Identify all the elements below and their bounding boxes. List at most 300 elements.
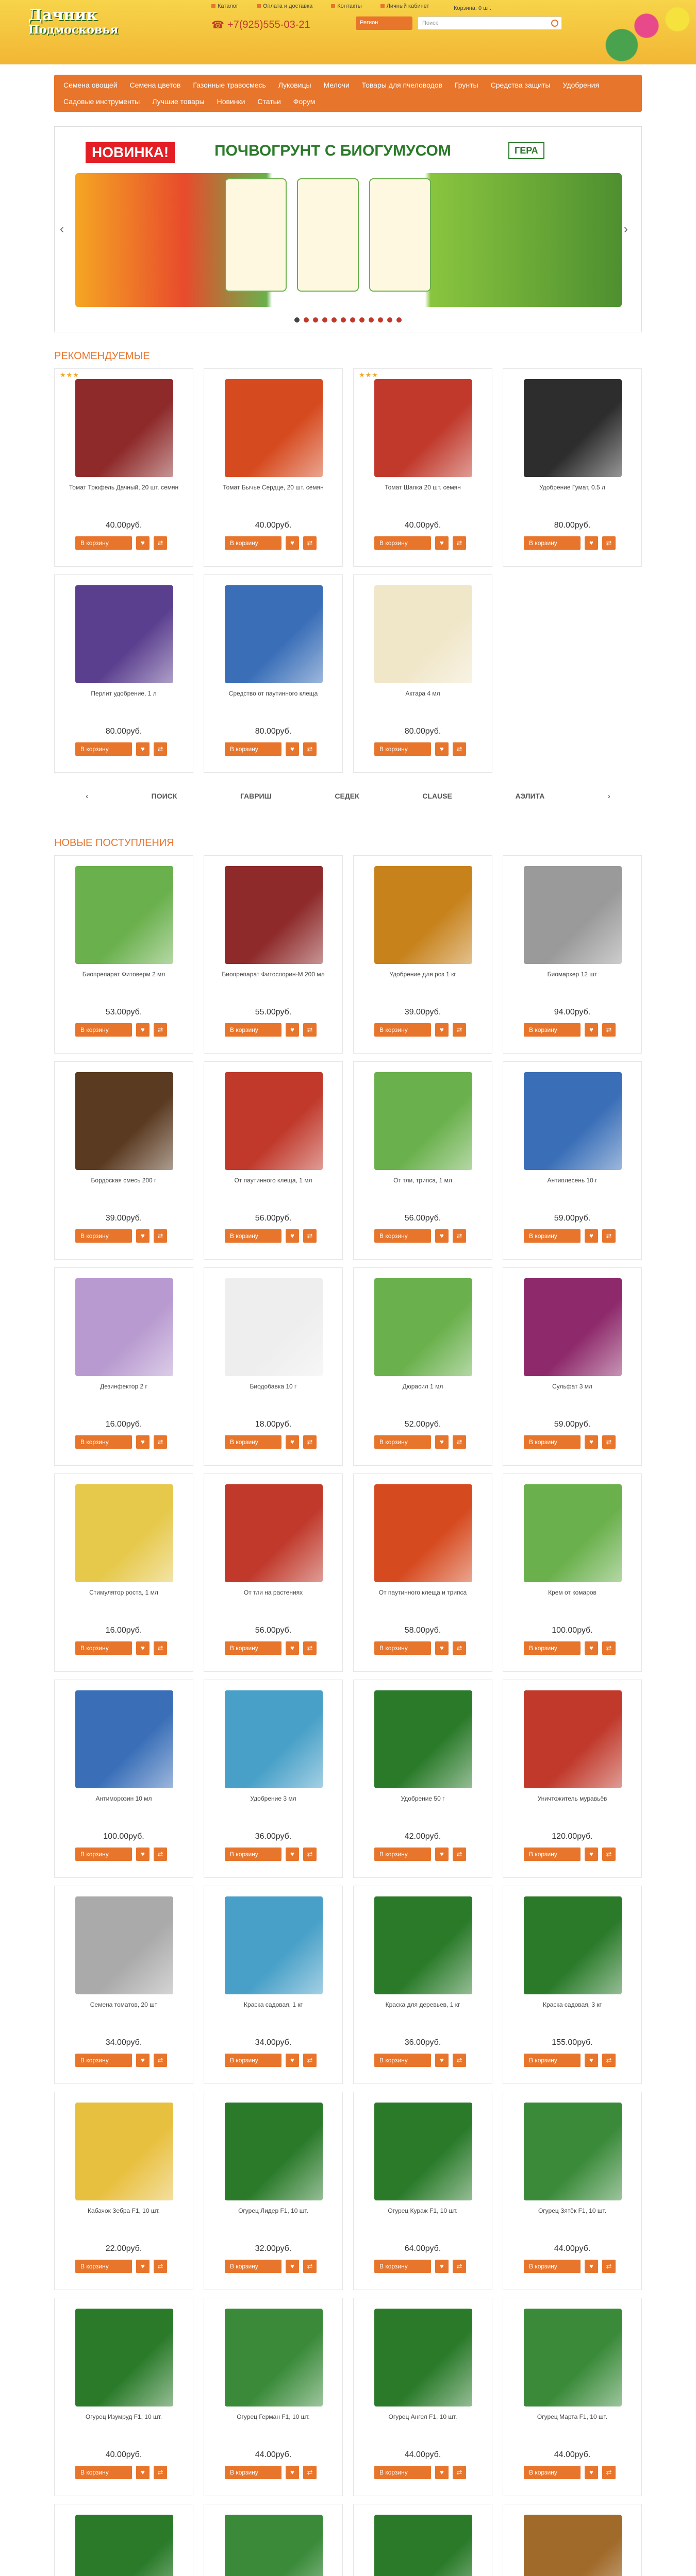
nav-item[interactable]: Новинки: [217, 97, 245, 106]
product-image[interactable]: [524, 2103, 622, 2200]
product-card[interactable]: [204, 2504, 343, 2576]
product-image[interactable]: [225, 2515, 323, 2576]
banner-dot[interactable]: [322, 317, 327, 323]
nav-item[interactable]: Семена цветов: [129, 81, 181, 89]
product-name[interactable]: Уничтожитель муравьёв: [537, 1795, 607, 1802]
compare-icon[interactable]: ⇄: [453, 1229, 466, 1243]
banner-dot[interactable]: [387, 317, 392, 323]
banner-dot[interactable]: [359, 317, 364, 323]
add-to-cart-button[interactable]: В корзину: [524, 1641, 581, 1655]
product-image[interactable]: [374, 1690, 472, 1788]
add-to-cart-button[interactable]: В корзину: [75, 1848, 132, 1861]
phone-icon: ☎: [211, 20, 224, 31]
product-card[interactable]: [503, 2504, 642, 2576]
region-select[interactable]: Регион: [356, 16, 412, 30]
product-image[interactable]: [524, 1072, 622, 1170]
compare-icon[interactable]: ⇄: [602, 1229, 616, 1243]
product-name[interactable]: Сульфат 3 мл: [552, 1383, 593, 1390]
product-image[interactable]: [374, 2309, 472, 2406]
add-to-cart-button[interactable]: В корзину: [524, 1435, 581, 1449]
heart-icon[interactable]: ♥: [585, 1435, 598, 1449]
add-to-cart-button[interactable]: В корзину: [225, 1435, 281, 1449]
add-to-cart-button[interactable]: В корзину: [225, 2466, 281, 2479]
product-image[interactable]: [524, 1278, 622, 1376]
product-name[interactable]: Средство от паутинного клеща: [228, 690, 318, 697]
product-image[interactable]: [225, 1690, 323, 1788]
add-to-cart-button[interactable]: В корзину: [524, 2260, 581, 2273]
brand-logo[interactable]: АЭЛИТА: [515, 792, 545, 800]
nav-item[interactable]: Мелочи: [323, 81, 350, 89]
compare-icon[interactable]: ⇄: [602, 1023, 616, 1037]
banner-brand: ГЕРА: [508, 142, 544, 159]
product-image[interactable]: [225, 2309, 323, 2406]
product-card[interactable]: [353, 574, 492, 773]
product-name[interactable]: Кабачок Зебра F1, 10 шт.: [87, 2207, 160, 2214]
product-card[interactable]: [503, 1061, 642, 1260]
product-image[interactable]: [225, 2103, 323, 2200]
compare-icon[interactable]: ⇄: [154, 1435, 167, 1449]
top-link-delivery[interactable]: Оплата и доставка: [257, 3, 312, 9]
product-image[interactable]: [225, 1896, 323, 1994]
compare-icon[interactable]: ⇄: [154, 1848, 167, 1861]
compare-icon[interactable]: ⇄: [602, 2466, 616, 2479]
product-card[interactable]: [353, 2298, 492, 2496]
product-card[interactable]: [353, 1886, 492, 2084]
product-name[interactable]: Краска садовая, 3 кг: [543, 2001, 602, 2008]
product-card[interactable]: [503, 1886, 642, 2084]
compare-icon[interactable]: ⇄: [154, 2466, 167, 2479]
nav-item[interactable]: Лучшие товары: [152, 97, 205, 106]
product-image[interactable]: [75, 585, 173, 683]
product-name[interactable]: Перлит удобрение, 1 л: [91, 690, 157, 697]
nav-item[interactable]: Средства защиты: [490, 81, 551, 89]
product-card[interactable]: [204, 1886, 343, 2084]
product-card[interactable]: [204, 2092, 343, 2290]
heart-icon[interactable]: ♥: [286, 742, 299, 756]
heart-icon[interactable]: ♥: [286, 1435, 299, 1449]
nav-item[interactable]: Луковицы: [278, 81, 311, 89]
add-to-cart-button[interactable]: В корзину: [225, 2260, 281, 2273]
product-image[interactable]: [374, 1896, 472, 1994]
product-card[interactable]: [54, 855, 193, 1054]
product-name[interactable]: Огурец Лидер F1, 10 шт.: [238, 2207, 308, 2214]
heart-icon[interactable]: ♥: [286, 536, 299, 550]
compare-icon[interactable]: ⇄: [303, 536, 317, 550]
heart-icon[interactable]: ♥: [585, 1229, 598, 1243]
nav-item[interactable]: Грунты: [454, 81, 478, 89]
heart-icon[interactable]: ♥: [136, 2466, 150, 2479]
heart-icon[interactable]: ♥: [286, 2054, 299, 2067]
top-link-contacts[interactable]: Контакты: [331, 3, 362, 9]
product-image[interactable]: [374, 379, 472, 477]
compare-icon[interactable]: ⇄: [303, 1229, 317, 1243]
heart-icon[interactable]: ♥: [585, 2054, 598, 2067]
compare-icon[interactable]: ⇄: [602, 2054, 616, 2067]
add-to-cart-button[interactable]: В корзину: [225, 2054, 281, 2067]
product-image[interactable]: [524, 379, 622, 477]
compare-icon[interactable]: ⇄: [303, 1641, 317, 1655]
product-image[interactable]: [524, 1896, 622, 1994]
product-card[interactable]: [503, 855, 642, 1054]
heart-icon[interactable]: ♥: [136, 536, 150, 550]
top-link-catalog[interactable]: Каталог: [211, 3, 238, 9]
banner-dot[interactable]: [396, 317, 402, 323]
section-title-new: НОВЫЕ ПОСТУПЛЕНИЯ: [54, 837, 174, 849]
cart-link[interactable]: Корзина: 0 шт.: [454, 5, 491, 11]
compare-icon[interactable]: ⇄: [154, 742, 167, 756]
nav-item[interactable]: Форум: [293, 97, 316, 106]
product-name[interactable]: Огурец Герман F1, 10 шт.: [237, 2413, 310, 2420]
product-card[interactable]: [204, 1061, 343, 1260]
product-name[interactable]: Краска садовая, 1 кг: [244, 2001, 303, 2008]
compare-icon[interactable]: ⇄: [602, 2260, 616, 2273]
product-image[interactable]: [75, 1484, 173, 1582]
add-to-cart-button[interactable]: В корзину: [225, 1229, 281, 1243]
product-name[interactable]: Актара 4 мл: [405, 690, 440, 697]
product-card[interactable]: [54, 1061, 193, 1260]
add-to-cart-button[interactable]: В корзину: [225, 536, 281, 550]
product-image[interactable]: [374, 1484, 472, 1582]
banner-dot[interactable]: [369, 317, 374, 323]
heart-icon[interactable]: ♥: [435, 742, 449, 756]
product-card[interactable]: [54, 574, 193, 773]
product-card[interactable]: [503, 1680, 642, 1878]
recommended-grid: [54, 368, 642, 781]
add-to-cart-button[interactable]: В корзину: [374, 2466, 431, 2479]
product-name[interactable]: Биомаркер 12 шт: [547, 971, 598, 978]
heart-icon[interactable]: ♥: [435, 1229, 449, 1243]
header-flowers-image: [572, 0, 696, 64]
product-name[interactable]: Огурец Кураж F1, 10 шт.: [388, 2207, 458, 2214]
compare-icon[interactable]: ⇄: [154, 2260, 167, 2273]
product-name[interactable]: Биопрепарат Фитоверм 2 мл: [82, 971, 165, 978]
add-to-cart-button[interactable]: В корзину: [225, 1023, 281, 1037]
add-to-cart-button[interactable]: В корзину: [374, 2054, 431, 2067]
compare-icon[interactable]: ⇄: [303, 1848, 317, 1861]
product-card[interactable]: [503, 1473, 642, 1672]
product-image[interactable]: [524, 1690, 622, 1788]
product-name[interactable]: Биопрепарат Фитоспорин-М 200 мл: [222, 971, 325, 978]
heart-icon[interactable]: ♥: [136, 2260, 150, 2273]
product-card[interactable]: [54, 2092, 193, 2290]
product-image[interactable]: [524, 2515, 622, 2576]
product-name[interactable]: Краска для деревьев, 1 кг: [385, 2001, 460, 2008]
product-name[interactable]: Удобрение 3 мл: [250, 1795, 296, 1802]
product-image[interactable]: [75, 1896, 173, 1994]
product-price: 52.00руб.: [404, 1420, 441, 1429]
brand-logo[interactable]: СЕДЕК: [335, 792, 359, 800]
heart-icon[interactable]: ♥: [136, 2054, 150, 2067]
product-image[interactable]: [225, 1278, 323, 1376]
product-name[interactable]: Антиморозин 10 мл: [95, 1795, 152, 1802]
product-card[interactable]: [204, 1473, 343, 1672]
heart-icon[interactable]: ♥: [286, 1848, 299, 1861]
product-name[interactable]: От паутинного клеща, 1 мл: [234, 1177, 312, 1184]
product-image[interactable]: [75, 379, 173, 477]
heart-icon[interactable]: ♥: [435, 2466, 449, 2479]
banner-dot[interactable]: [304, 317, 309, 323]
add-to-cart-button[interactable]: В корзину: [524, 2466, 581, 2479]
nav-item[interactable]: Удобрения: [562, 81, 600, 89]
product-card[interactable]: [353, 1267, 492, 1466]
product-name[interactable]: Дезинфектор 2 г: [100, 1383, 147, 1390]
compare-icon[interactable]: ⇄: [602, 1641, 616, 1655]
product-name[interactable]: Томат Трюфель Дачный, 20 шт. семян: [69, 484, 179, 491]
brands-prev-icon[interactable]: ‹: [86, 792, 88, 800]
heart-icon[interactable]: ♥: [585, 1641, 598, 1655]
compare-icon[interactable]: ⇄: [602, 536, 616, 550]
compare-icon[interactable]: ⇄: [154, 1641, 167, 1655]
product-card[interactable]: [204, 1267, 343, 1466]
product-name[interactable]: Томат Бычье Сердце, 20 шт. семян: [223, 484, 324, 491]
compare-icon[interactable]: ⇄: [154, 1229, 167, 1243]
product-card[interactable]: [503, 368, 642, 567]
brand-logo[interactable]: CLAUSE: [422, 792, 452, 800]
compare-icon[interactable]: ⇄: [303, 2054, 317, 2067]
product-name[interactable]: Удобрение для роз 1 кг: [389, 971, 456, 978]
banner-dot[interactable]: [341, 317, 346, 323]
product-image[interactable]: [75, 2515, 173, 2576]
compare-icon[interactable]: ⇄: [453, 2466, 466, 2479]
product-name[interactable]: Огурец Ангел F1, 10 шт.: [388, 2413, 457, 2420]
product-card[interactable]: [54, 368, 193, 567]
banner-dot[interactable]: [313, 317, 318, 323]
product-image[interactable]: [374, 2515, 472, 2576]
add-to-cart-button[interactable]: В корзину: [75, 2054, 132, 2067]
product-name[interactable]: Огурец Изумруд F1, 10 шт.: [85, 2413, 162, 2420]
site-logo[interactable]: [28, 6, 119, 38]
product-price: 36.00руб.: [255, 1832, 292, 1841]
add-to-cart-button[interactable]: В корзину: [374, 2260, 431, 2273]
product-card[interactable]: [353, 2092, 492, 2290]
heart-icon[interactable]: ♥: [286, 1229, 299, 1243]
top-link-account[interactable]: Личный кабинет: [380, 3, 429, 9]
compare-icon[interactable]: ⇄: [303, 1435, 317, 1449]
compare-icon[interactable]: ⇄: [602, 1435, 616, 1449]
add-to-cart-button[interactable]: В корзину: [75, 2466, 132, 2479]
product-name[interactable]: От тли, трипса, 1 мл: [393, 1177, 452, 1184]
compare-icon[interactable]: ⇄: [453, 1848, 466, 1861]
product-card[interactable]: [353, 1680, 492, 1878]
product-card[interactable]: [353, 855, 492, 1054]
product-name[interactable]: Дюрасил 1 мл: [402, 1383, 443, 1390]
product-image[interactable]: [75, 866, 173, 964]
add-to-cart-button[interactable]: В корзину: [374, 1641, 431, 1655]
phone-number[interactable]: ☎ +7(925)555-03-21: [211, 19, 310, 31]
product-card[interactable]: [54, 1473, 193, 1672]
product-name[interactable]: Огурец Марта F1, 10 шт.: [537, 2413, 608, 2420]
product-card[interactable]: [54, 2504, 193, 2576]
product-card[interactable]: [54, 2298, 193, 2496]
product-name[interactable]: Удобрение 50 г: [401, 1795, 445, 1802]
product-name[interactable]: Огурец Зятёк F1, 10 шт.: [538, 2207, 607, 2214]
heart-icon[interactable]: ♥: [435, 1023, 449, 1037]
heart-icon[interactable]: ♥: [435, 1848, 449, 1861]
brand-logo[interactable]: ГАВРИШ: [240, 792, 272, 800]
product-price: 40.00руб.: [105, 521, 142, 530]
product-price: 34.00руб.: [255, 2038, 292, 2047]
add-to-cart-button[interactable]: В корзину: [524, 2054, 581, 2067]
compare-icon[interactable]: ⇄: [453, 536, 466, 550]
banner-dot[interactable]: [294, 317, 300, 323]
product-image[interactable]: [524, 1484, 622, 1582]
add-to-cart-button[interactable]: В корзину: [75, 1023, 132, 1037]
compare-icon[interactable]: ⇄: [154, 1023, 167, 1037]
product-image[interactable]: [225, 866, 323, 964]
add-to-cart-button[interactable]: В корзину: [225, 1848, 281, 1861]
brand-logo[interactable]: ПОИСК: [151, 792, 177, 800]
add-to-cart-button[interactable]: В корзину: [75, 1229, 132, 1243]
product-name[interactable]: Бордоская смесь 200 г: [91, 1177, 157, 1184]
product-name[interactable]: Семена томатов, 20 шт: [90, 2001, 158, 2008]
compare-icon[interactable]: ⇄: [453, 1435, 466, 1449]
product-image[interactable]: [374, 1072, 472, 1170]
add-to-cart-button[interactable]: В корзину: [374, 742, 431, 756]
product-name[interactable]: Крем от комаров: [548, 1589, 596, 1596]
product-card[interactable]: [503, 2298, 642, 2496]
product-image[interactable]: [524, 866, 622, 964]
add-to-cart-button[interactable]: В корзину: [524, 536, 581, 550]
nav-item[interactable]: Садовые инструменты: [63, 97, 140, 106]
product-card[interactable]: [204, 855, 343, 1054]
heart-icon[interactable]: ♥: [136, 742, 150, 756]
product-name[interactable]: Биодобавка 10 г: [250, 1383, 297, 1390]
product-card[interactable]: [503, 2092, 642, 2290]
product-image[interactable]: [524, 2309, 622, 2406]
compare-icon[interactable]: ⇄: [303, 742, 317, 756]
heart-icon[interactable]: ♥: [585, 2260, 598, 2273]
heart-icon[interactable]: ♥: [435, 1435, 449, 1449]
add-to-cart-button[interactable]: В корзину: [374, 1023, 431, 1037]
heart-icon[interactable]: ♥: [286, 1641, 299, 1655]
product-image[interactable]: [374, 1278, 472, 1376]
product-name[interactable]: От тли на растениях: [243, 1589, 303, 1596]
search-input[interactable]: Поиск: [418, 16, 562, 30]
add-to-cart-button[interactable]: В корзину: [75, 2260, 132, 2273]
add-to-cart-button[interactable]: В корзину: [225, 742, 281, 756]
product-name[interactable]: От паутинного клеща и трипса: [378, 1589, 467, 1596]
add-to-cart-button[interactable]: В корзину: [374, 536, 431, 550]
compare-icon[interactable]: ⇄: [602, 1848, 616, 1861]
product-card[interactable]: [353, 368, 492, 567]
product-card[interactable]: [503, 1267, 642, 1466]
heart-icon[interactable]: ♥: [136, 1023, 150, 1037]
compare-icon[interactable]: ⇄: [154, 2054, 167, 2067]
compare-icon[interactable]: ⇄: [453, 1641, 466, 1655]
heart-icon[interactable]: ♥: [435, 536, 449, 550]
heart-icon[interactable]: ♥: [435, 2260, 449, 2273]
compare-icon[interactable]: ⇄: [303, 1023, 317, 1037]
product-image[interactable]: [225, 1072, 323, 1170]
heart-icon[interactable]: ♥: [286, 2466, 299, 2479]
add-to-cart-button[interactable]: В корзину: [75, 1435, 132, 1449]
heart-icon[interactable]: ♥: [136, 1641, 150, 1655]
product-image[interactable]: [75, 1278, 173, 1376]
heart-icon[interactable]: ♥: [136, 1435, 150, 1449]
banner-prev-icon[interactable]: ‹: [60, 222, 64, 236]
compare-icon[interactable]: ⇄: [453, 2260, 466, 2273]
product-card[interactable]: [353, 1061, 492, 1260]
heart-icon[interactable]: ♥: [136, 1848, 150, 1861]
heart-icon[interactable]: ♥: [286, 2260, 299, 2273]
product-image[interactable]: [225, 379, 323, 477]
product-card[interactable]: [204, 2298, 343, 2496]
banner-dot[interactable]: [378, 317, 383, 323]
product-image[interactable]: [75, 1690, 173, 1788]
banner-dot[interactable]: [350, 317, 355, 323]
product-image[interactable]: [225, 1484, 323, 1582]
heart-icon[interactable]: ♥: [585, 2466, 598, 2479]
compare-icon[interactable]: ⇄: [154, 536, 167, 550]
compare-icon[interactable]: ⇄: [453, 2054, 466, 2067]
product-image[interactable]: [75, 1072, 173, 1170]
add-to-cart-button[interactable]: В корзину: [524, 1023, 581, 1037]
compare-icon[interactable]: ⇄: [453, 742, 466, 756]
product-card[interactable]: [204, 368, 343, 567]
add-to-cart-button[interactable]: В корзину: [75, 742, 132, 756]
brands-next-icon[interactable]: ›: [607, 792, 610, 800]
product-card[interactable]: [54, 1886, 193, 2084]
heart-icon[interactable]: ♥: [585, 536, 598, 550]
search-icon[interactable]: [551, 20, 558, 27]
heart-icon[interactable]: ♥: [435, 2054, 449, 2067]
add-to-cart-button[interactable]: В корзину: [75, 536, 132, 550]
product-image[interactable]: [374, 2103, 472, 2200]
add-to-cart-button[interactable]: В корзину: [524, 1229, 581, 1243]
banner-dot[interactable]: [332, 317, 337, 323]
product-image[interactable]: [374, 866, 472, 964]
heart-icon[interactable]: ♥: [136, 1229, 150, 1243]
product-card[interactable]: [353, 2504, 492, 2576]
product-card[interactable]: [54, 1680, 193, 1878]
compare-icon[interactable]: ⇄: [303, 2466, 317, 2479]
promo-banner[interactable]: [54, 126, 642, 332]
product-image[interactable]: [225, 585, 323, 683]
product-image[interactable]: [374, 585, 472, 683]
add-to-cart-button[interactable]: В корзину: [225, 1641, 281, 1655]
product-card[interactable]: [204, 574, 343, 773]
product-card[interactable]: [204, 1680, 343, 1878]
add-to-cart-button[interactable]: В корзину: [374, 1848, 431, 1861]
nav-item[interactable]: Товары для пчеловодов: [361, 81, 442, 89]
product-name[interactable]: Удобрение Гумат, 0.5 л: [539, 484, 605, 491]
product-bag: [225, 178, 287, 292]
heart-icon[interactable]: ♥: [585, 1023, 598, 1037]
add-to-cart-button[interactable]: В корзину: [524, 1848, 581, 1861]
nav-item[interactable]: Статьи: [257, 97, 281, 106]
product-price: 40.00руб.: [255, 521, 292, 530]
heart-icon[interactable]: ♥: [585, 1848, 598, 1861]
product-price: 80.00руб.: [554, 521, 591, 530]
product-name[interactable]: Антиплесень 10 г: [547, 1177, 598, 1184]
product-image[interactable]: [75, 2103, 173, 2200]
product-card[interactable]: [54, 1267, 193, 1466]
add-to-cart-button[interactable]: В корзину: [374, 1435, 431, 1449]
product-card[interactable]: [353, 1473, 492, 1672]
product-name[interactable]: Томат Шапка 20 шт. семян: [385, 484, 461, 491]
heart-icon[interactable]: ♥: [435, 1641, 449, 1655]
heart-icon[interactable]: ♥: [286, 1023, 299, 1037]
product-image[interactable]: [75, 2309, 173, 2406]
compare-icon[interactable]: ⇄: [453, 1023, 466, 1037]
nav-item[interactable]: Газонные травосмесь: [193, 81, 266, 89]
compare-icon[interactable]: ⇄: [303, 2260, 317, 2273]
product-name[interactable]: Стимулятор роста, 1 мл: [89, 1589, 158, 1596]
add-to-cart-button[interactable]: В корзину: [374, 1229, 431, 1243]
add-to-cart-button[interactable]: В корзину: [75, 1641, 132, 1655]
banner-next-icon[interactable]: ›: [624, 222, 628, 236]
nav-item[interactable]: Семена овощей: [63, 81, 118, 89]
